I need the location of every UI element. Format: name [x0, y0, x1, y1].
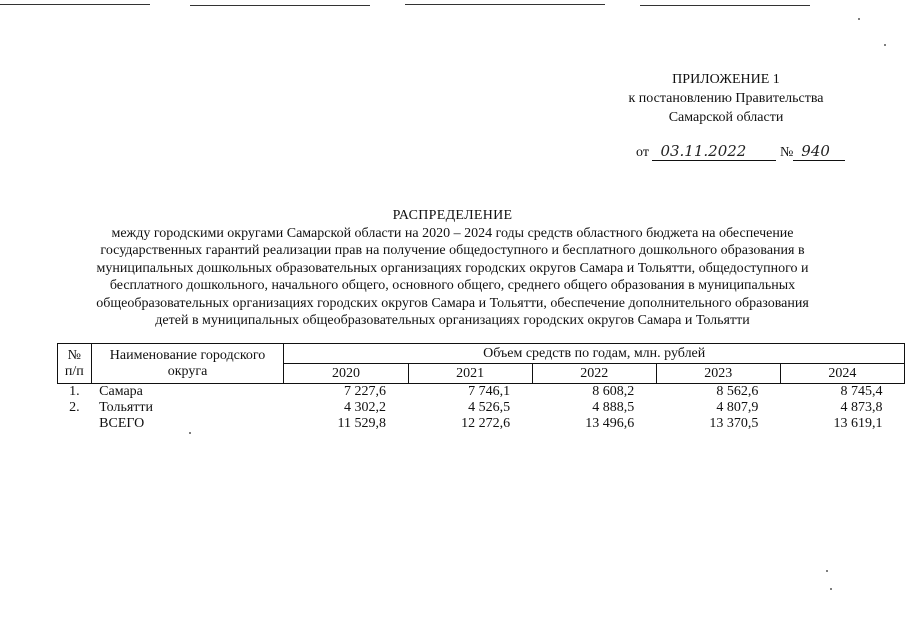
col-name-label-2: округа — [167, 363, 208, 379]
heading-line: общеобразовательных организациях городских округов Самара и Тольятти, обеспечение дополнительного образования — [96, 295, 809, 311]
total-cell: 13 370,5 — [709, 416, 759, 431]
col-group-header: Объем средств по годам, млн. рублей — [284, 344, 905, 364]
appendix-line-2: Самарской области — [668, 110, 784, 125]
heading-line: муниципальных дошкольных образовательных организациях городских округов Самара и Тольятти, общедоступного и — [96, 260, 809, 276]
appendix-line-1: к постановлению Правительства — [628, 91, 824, 106]
date-prefix: от — [636, 145, 649, 160]
row-number: 2. — [69, 400, 80, 415]
handwritten-number: 940 — [793, 142, 845, 161]
amount-cell: 4 888,5 — [592, 400, 635, 415]
row-number — [58, 416, 92, 432]
heading-line: бесплатного дошкольного, начального общего, основного общего, среднего общего образования в муниципальных — [109, 278, 796, 293]
amount-cell: 8 608,2 — [592, 384, 635, 399]
total-cell: 12 272,6 — [461, 416, 511, 431]
total-cell: 11 529,8 — [337, 416, 387, 431]
scan-speck — [826, 570, 828, 572]
col-number-header — [58, 344, 92, 384]
scan-speck — [830, 588, 832, 590]
year-header: 2023 — [656, 364, 780, 384]
district-name: Самара — [99, 384, 143, 399]
amount-cell: 7 227,6 — [344, 384, 387, 399]
scan-speck — [858, 18, 860, 20]
handwritten-date: 03.11.2022 — [652, 142, 776, 161]
resolution-date-number — [636, 142, 845, 161]
amount-cell: 8 745,4 — [840, 384, 883, 399]
table-row — [58, 384, 905, 401]
scan-edge-lines — [0, 0, 905, 10]
distribution-table — [57, 343, 905, 432]
total-cell: 13 619,1 — [833, 416, 883, 431]
amount-cell: 4 526,5 — [468, 400, 511, 415]
heading-title: РАСПРЕДЕЛЕНИЕ — [392, 208, 513, 223]
col-name-header — [91, 344, 284, 384]
appendix-title: ПРИЛОЖЕНИЕ 1 — [672, 72, 780, 87]
amount-cell: 4 302,2 — [344, 400, 387, 415]
year-header: 2022 — [532, 364, 656, 384]
table-row-total — [58, 416, 905, 432]
district-name: Тольятти — [99, 400, 154, 415]
table-row — [58, 400, 905, 416]
scan-speck — [884, 44, 886, 46]
amount-cell: 4 807,9 — [716, 400, 759, 415]
heading-line: детей в муниципальных общеобразовательных организациях городских округов Самара и Тольятти — [155, 313, 750, 328]
scan-speck — [189, 432, 191, 434]
year-header: 2020 — [284, 364, 408, 384]
heading-line: между городскими округами Самарской области на 2020 – 2024 годы средств областного бюджета на обеспечение — [111, 225, 794, 241]
year-header: 2021 — [408, 364, 532, 384]
amount-cell: 7 746,1 — [468, 384, 511, 399]
total-cell: 13 496,6 — [585, 416, 635, 431]
amount-cell: 4 873,8 — [840, 400, 883, 415]
appendix-block — [611, 70, 841, 127]
total-label: ВСЕГО — [99, 416, 145, 431]
document-heading — [0, 207, 905, 330]
heading-line: государственных гарантий реализации прав на получение общедоступного и бесплатного дошкольного образования в — [100, 243, 805, 258]
col-name-label-1: Наименование городского — [109, 347, 266, 363]
col-number-label-1: № — [67, 347, 81, 363]
col-number-label-2: п/п — [64, 363, 84, 379]
amount-cell: 8 562,6 — [716, 384, 759, 399]
year-header: 2024 — [780, 364, 904, 384]
row-number: 1. — [69, 384, 80, 399]
number-prefix: № — [779, 145, 794, 160]
